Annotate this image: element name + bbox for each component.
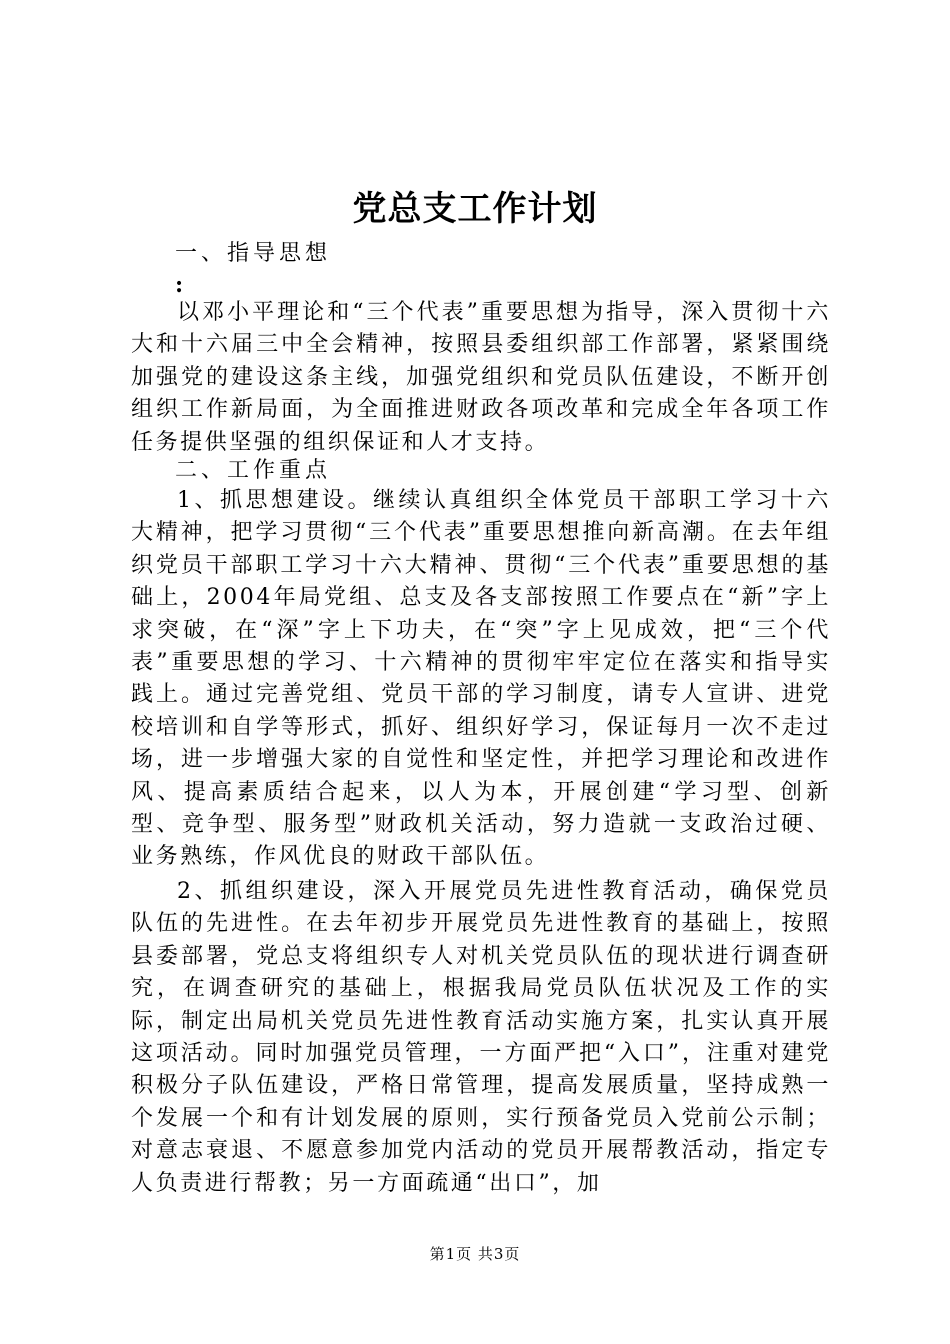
- section-heading-work-focus: 二、工作重点: [175, 458, 332, 483]
- item1-body: [131, 485, 831, 874]
- guiding-thought-paragraph: 以邓小平理论和“三个代表”重要思想为指导，深入贯彻十六大和十六届三中全会精神，按照县委组织部工作部署，紧紧围绕加强党的建设这条主线，加强党组织和党员队伍建设，不断开创组织工作新局面，为全面推进财政各项改革和完成全年各项工作任务提供坚强的组织保证和人才支持。: [131, 300, 831, 455]
- section-heading-colon: :: [175, 272, 184, 298]
- document-title: 党总支工作计划: [352, 189, 598, 229]
- page-footer: 第1页 共3页: [429, 1245, 521, 1263]
- item2-paragraph: 2、抓组织建设，深入开展党员先进性教育活动，确保党员队伍的先进性。在去年初步开展党员先进性教育的基础上，按照县委部署，党总支将组织专人对机关党员队伍的现状进行调查研究，在调查研究的基础上，根据我局党员队伍状况及工作的实际，制定出局机关党员先进性教育活动实施方案，扎实认真开展这项活动。同时加强党员管理，一方面严把“入口”，注重对建党积极分子队伍建设，严格日常管理，提高发展质量，坚持成熟一个发展一个和有计划发展的原则，实行预备党员入党前公示制；对意志衰退、不愿意参加党内活动的党员开展帮教活动，指定专人负责进行帮教；另一方面疏通“出口”，加: [131, 879, 831, 1196]
- section-heading-guiding-thought: 一、指导思想: [175, 241, 332, 266]
- item1-paragraph: 1、抓思想建设。继续认真组织全体党员干部职工学习十六大精神，把学习贯彻“三个代表”重要思想推向新高潮。在去年组织党员干部职工学习十六大精神、贯彻“三个代表”重要思想的基础上，2004年局党组、总支及各支部按照工作要点在“新”字上求突破，在“深”字上下功夫，在“突”字上见成效，把“三个代表”重要思想的学习、十六精神的贯彻牢牢定位在落实和指导实践上。通过完善党组、党员干部的学习制度，请专人宣讲、进党校培训和自学等形式，抓好、组织好学习，保证每月一次不走过场，进一步增强大家的自觉性和坚定性，并把学习理论和改进作风、提高素质结合起来，以人为本，开展创建“学习型、创新型、竞争型、服务型”财政机关活动，努力造就一支政治过硬、业务熟练，作风优良的财政干部队伍。: [131, 488, 831, 870]
- item2-body: [131, 876, 831, 1200]
- section1-body: [131, 297, 831, 459]
